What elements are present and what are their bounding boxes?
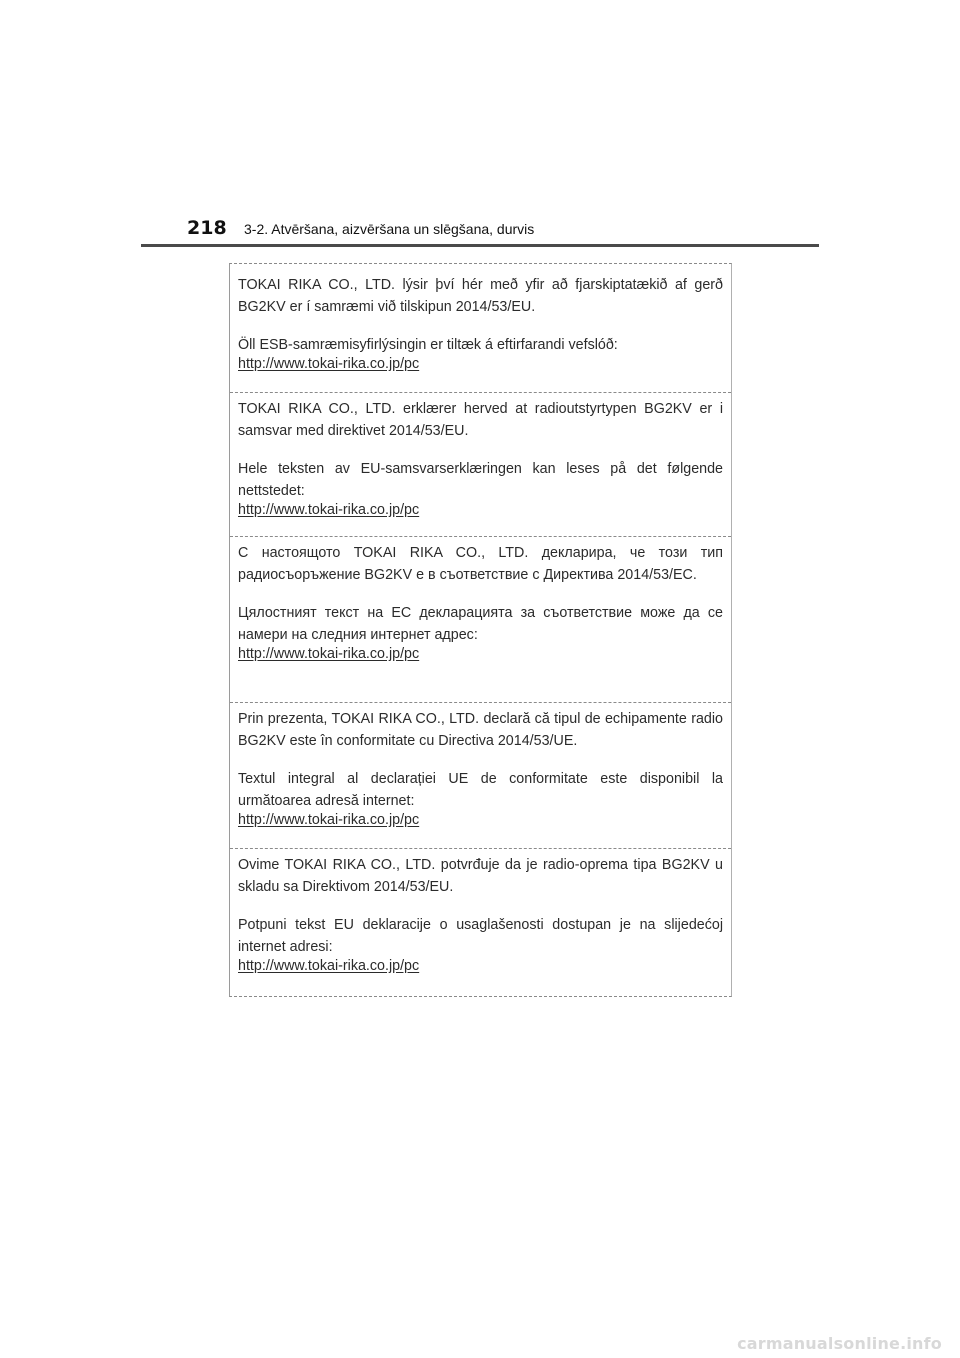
declaration-notice-box <box>229 263 732 997</box>
declaration-statement: TOKAI RIKA CO., LTD. erklærer herved at radioutstyrtypen BG2KV er i samsvar med direktivet 2014/53/EU. <box>238 401 723 439</box>
declaration-url-link[interactable]: http://www.tokai-rika.co.jp/pc <box>238 812 420 828</box>
declaration-availability: Öll ESB-samræmisyfirlýsingin er tiltæk á eftirfarandi vefslóð: <box>238 337 618 353</box>
declaration-block-icelandic <box>230 274 731 372</box>
block-separator <box>230 536 731 537</box>
declaration-url-link[interactable]: http://www.tokai-rika.co.jp/pc <box>238 958 420 974</box>
declaration-availability: Hele teksten av EU-samsvarserklæringen kan leses på det følgende nettstedet: <box>238 461 723 499</box>
block-separator <box>230 702 731 703</box>
declaration-availability: Textul integral al declarației UE de conformitate este disponibil la următoarea adresă internet: <box>238 771 723 809</box>
block-separator <box>230 848 731 849</box>
declaration-url-link[interactable]: http://www.tokai-rika.co.jp/pc <box>238 356 420 372</box>
section-title: 3-2. Atvēršana, aizvēršana un slēgšana, durvis <box>244 221 535 237</box>
declaration-block-croatian <box>230 854 731 974</box>
declaration-statement: Ovime TOKAI RIKA CO., LTD. potvrđuje da je radio-oprema tipa BG2KV u skladu sa Direktivom 2014/53/EU. <box>238 857 723 895</box>
declaration-url-link[interactable]: http://www.tokai-rika.co.jp/pc <box>238 502 420 518</box>
watermark-logo: carmanualsonline.info <box>737 1334 942 1353</box>
declaration-block-romanian <box>230 708 731 828</box>
header-rule <box>141 244 819 247</box>
declaration-availability: Potpuni tekst EU deklaracije o usaglašenosti dostupan je na slijedećoj internet adresi: <box>238 917 723 955</box>
page-header <box>0 0 960 250</box>
declaration-block-norwegian <box>230 398 731 518</box>
page-number: 218 <box>187 217 227 239</box>
declaration-statement: С настоящото TOKAI RIKA CO., LTD. декларира, че този тип радиосъоръжение BG2KV е в съответствие с Директива 2014/53/ЕС. <box>238 545 723 583</box>
declaration-url-link[interactable]: http://www.tokai-rika.co.jp/pc <box>238 646 420 662</box>
declaration-block-bulgarian <box>230 542 731 662</box>
declaration-statement: Prin prezenta, TOKAI RIKA CO., LTD. declară că tipul de echipamente radio BG2KV este în conformitate cu Directiva 2014/53/UE. <box>238 711 723 749</box>
declaration-availability: Цялостният текст на ЕС декларацията за съответствие може да се намери на следния интернет адрес: <box>238 605 723 643</box>
block-separator <box>230 392 731 393</box>
declaration-statement: TOKAI RIKA CO., LTD. lýsir því hér með yfir að fjarskiptatækið af gerð BG2KV er í samræmi við tilskipun 2014/53/EU. <box>238 277 723 315</box>
